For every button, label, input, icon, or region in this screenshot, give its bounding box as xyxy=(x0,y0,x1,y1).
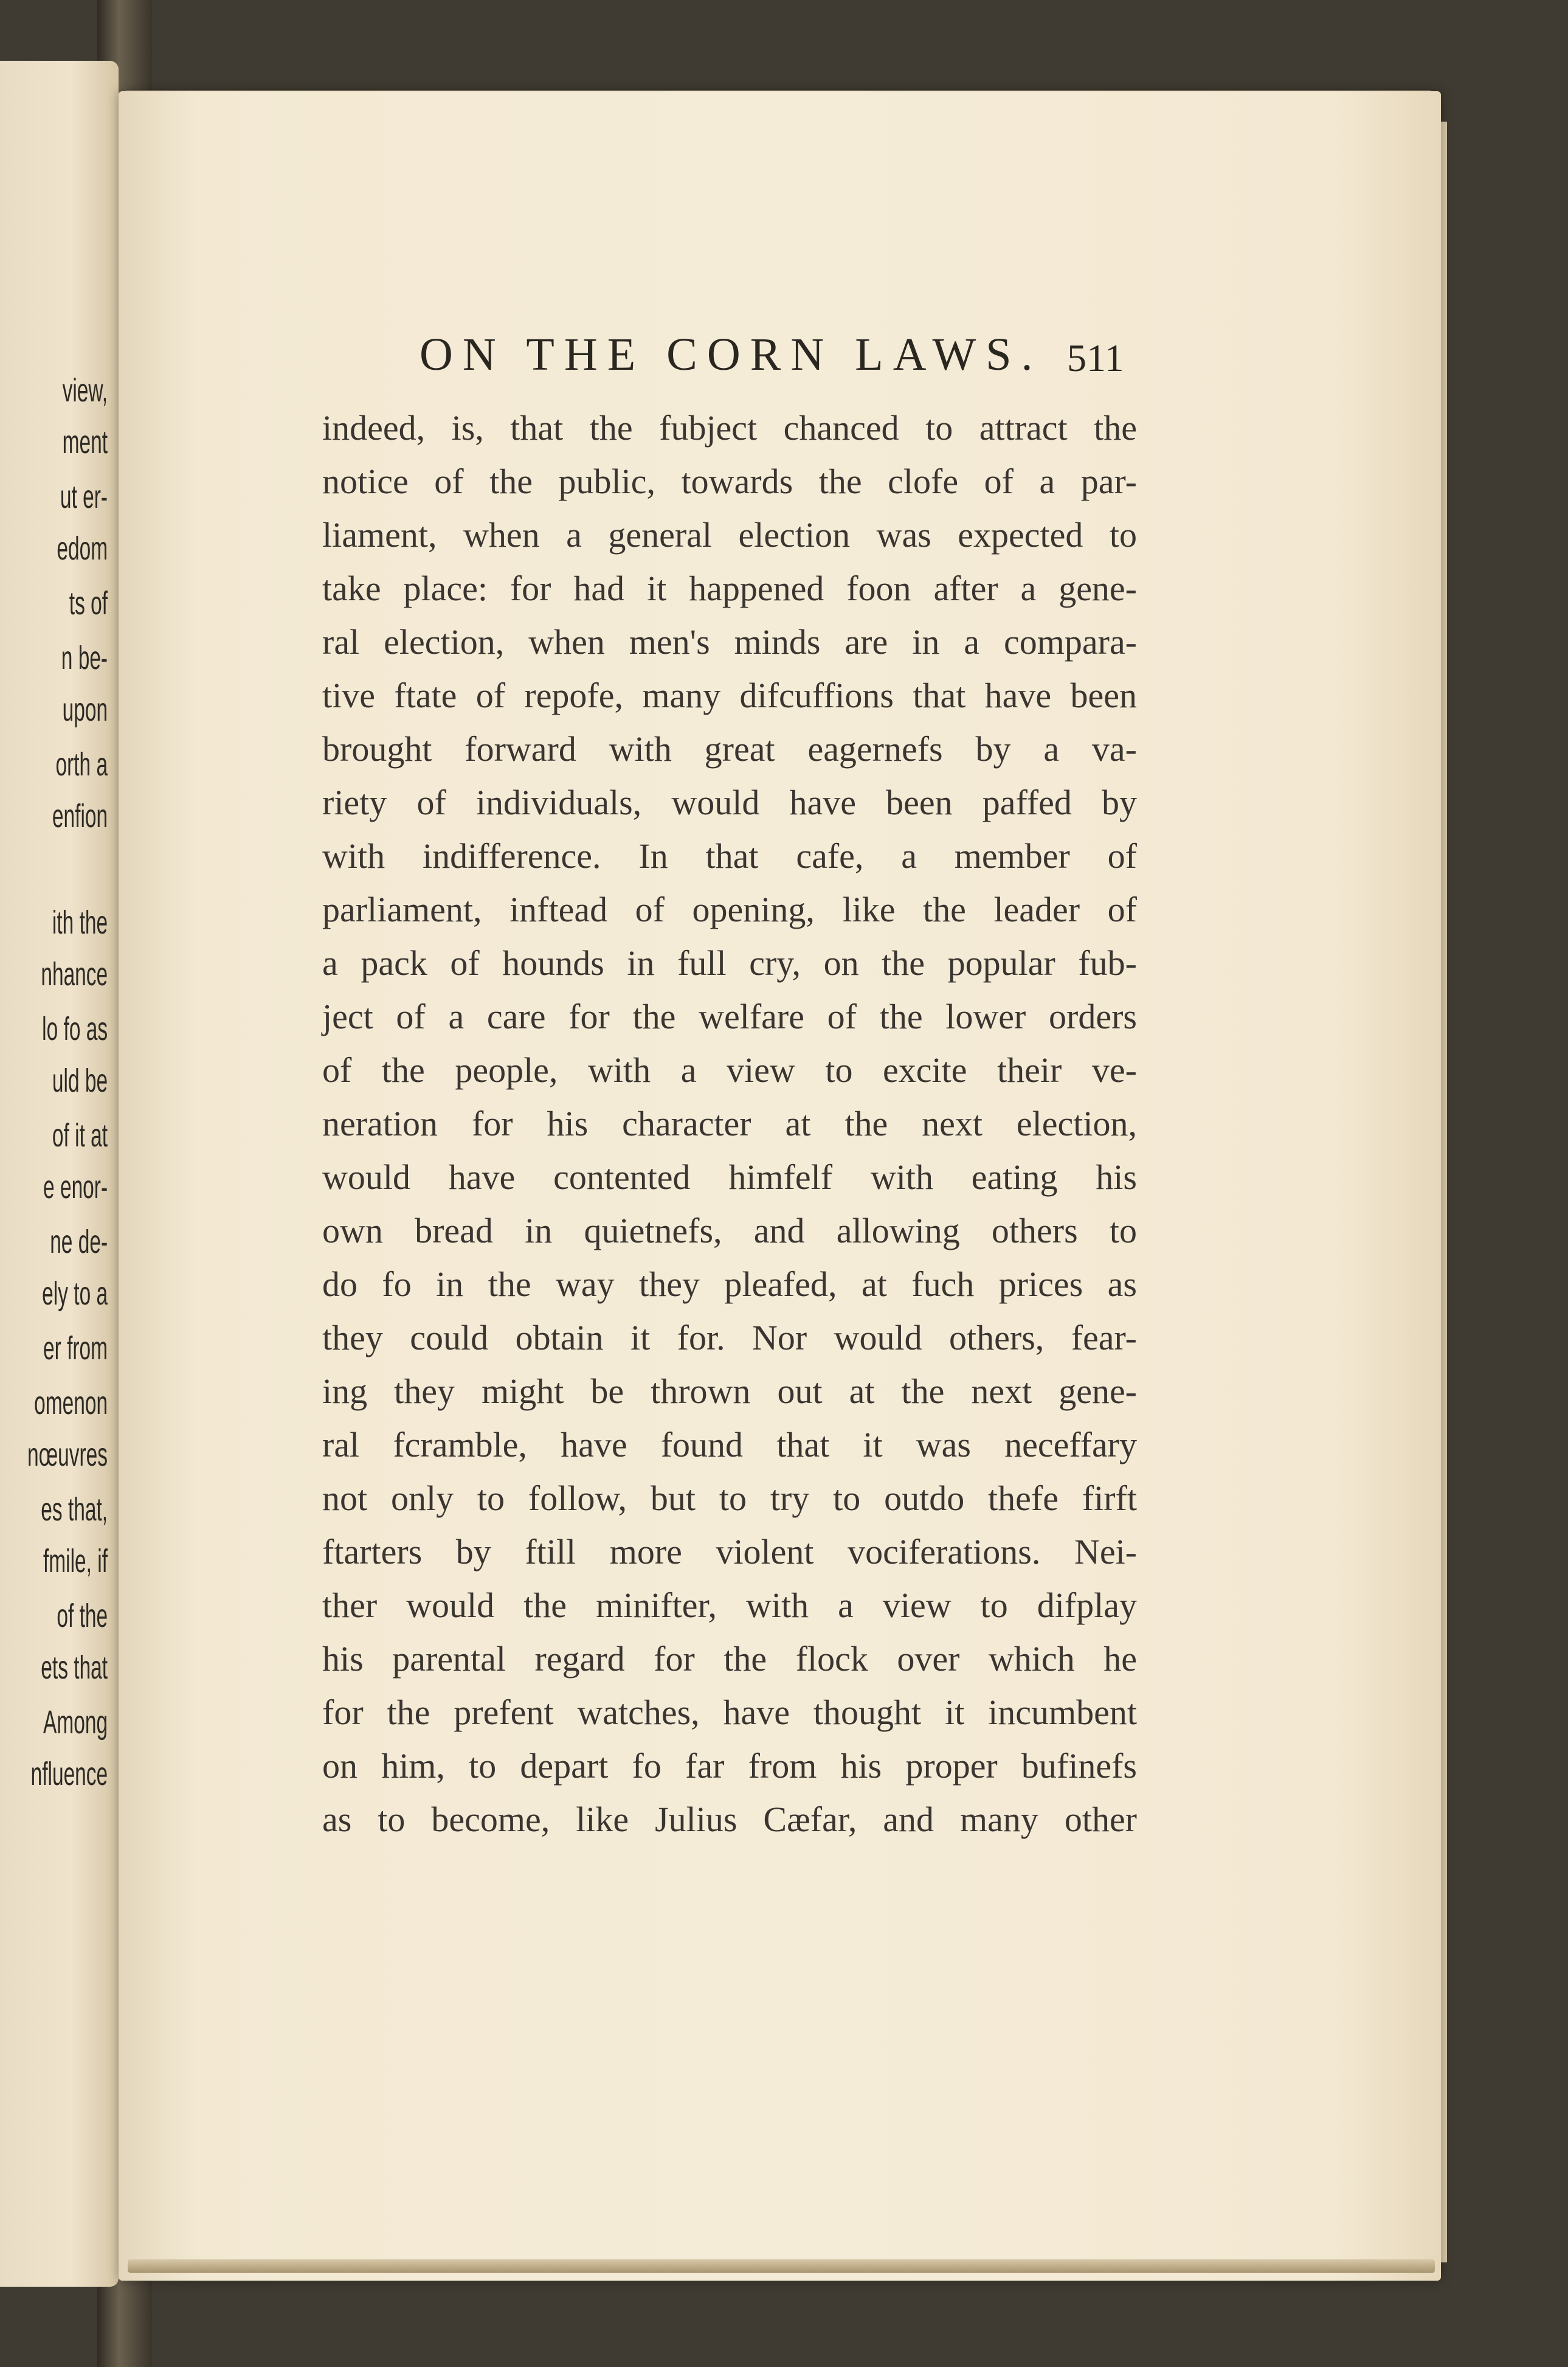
left-page-line: enfion xyxy=(52,798,108,834)
text-line: of the people, with a view to excite their ve- xyxy=(322,1050,1137,1090)
left-page-line: ith the xyxy=(52,904,108,941)
left-page-line: ut er- xyxy=(60,479,108,515)
left-page-line: ment xyxy=(62,424,108,460)
text-line: for the prefent watches, have thought it incumbent xyxy=(322,1693,1137,1732)
text-line: tive ftate of repofe, many difcuffions that have been xyxy=(322,676,1137,715)
text-line: ing they might be thrown out at the next gene- xyxy=(322,1371,1137,1411)
left-page-line: upon xyxy=(62,691,108,728)
text-line: ftarters by ftill more violent vociferations. Nei- xyxy=(322,1532,1137,1572)
text-line: do fo in the way they pleafed, at fuch prices as xyxy=(322,1264,1137,1304)
left-page-line: nfluence xyxy=(30,1756,108,1792)
left-page-line: edom xyxy=(57,530,108,567)
page-number: 511 xyxy=(1067,336,1124,379)
left-page-line: ne de- xyxy=(50,1224,108,1260)
left-facing-page xyxy=(0,61,119,2287)
left-page-line: ets that xyxy=(41,1649,108,1686)
text-line: ther would the minifter, with a view to difplay xyxy=(322,1586,1137,1625)
left-page-line: uld be xyxy=(52,1062,108,1099)
left-page-line: lo fo as xyxy=(42,1011,108,1047)
text-line: take place: for had it happened foon after a gene- xyxy=(322,569,1137,608)
left-page-line: nœuvres xyxy=(27,1436,108,1473)
left-page-line: er from xyxy=(43,1330,108,1367)
text-line: would have contented himfelf with eating his xyxy=(322,1157,1137,1197)
left-page-line: of the xyxy=(57,1598,108,1634)
page-bottom-edge xyxy=(128,2259,1435,2273)
left-page-line: es that, xyxy=(41,1491,108,1528)
running-head: ON THE CORN LAWS. xyxy=(420,329,1043,380)
text-line: they could obtain it for. Nor would others, fear- xyxy=(322,1318,1137,1357)
text-line: neration for his character at the next election, xyxy=(322,1104,1137,1143)
left-page-line: orth a xyxy=(55,746,108,783)
text-line: as to become, like Julius Cæfar, and many other xyxy=(322,1800,1137,1839)
text-line: parliament, inftead of opening, like the leader of xyxy=(322,890,1137,929)
text-line: notice of the public, towards the clofe of a par- xyxy=(322,462,1137,501)
text-line: a pack of hounds in full cry, on the popular fub- xyxy=(322,943,1137,983)
left-page-line: ts of xyxy=(69,585,108,622)
left-page-line: e enor- xyxy=(43,1169,108,1205)
left-page-line: ely to a xyxy=(42,1275,108,1312)
left-page-line: view, xyxy=(62,372,108,409)
left-page-line: fmile, if xyxy=(43,1543,108,1579)
text-line: his parental regard for the flock over which he xyxy=(322,1639,1137,1679)
left-page-line: n be- xyxy=(61,640,108,676)
text-line: ral fcramble, have found that it was neceffary xyxy=(322,1425,1137,1464)
text-line: not only to follow, but to try to outdo thefe firft xyxy=(322,1478,1137,1518)
left-page-line: Among xyxy=(43,1704,108,1741)
left-page-line: nhance xyxy=(41,956,108,993)
text-line: own bread in quietnefs, and allowing others to xyxy=(322,1211,1137,1250)
text-line: with indifference. In that cafe, a member of xyxy=(322,836,1137,876)
left-page-line: omenon xyxy=(34,1385,108,1421)
text-line: ject of a care for the welfare of the lower orders xyxy=(322,997,1137,1036)
text-line: liament, when a general election was expected to xyxy=(322,515,1137,555)
text-line: ral election, when men's minds are in a compara- xyxy=(322,622,1137,662)
text-line: indeed, is, that the fubject chanced to attract the xyxy=(322,408,1137,448)
text-line: brought forward with great eagernefs by a va- xyxy=(322,729,1137,769)
text-line: riety of individuals, would have been paffed by xyxy=(322,783,1137,822)
text-line: on him, to depart fo far from his proper bufinefs xyxy=(322,1746,1137,1786)
left-page-line: of it at xyxy=(52,1117,108,1154)
page-body-text xyxy=(322,401,1137,1846)
